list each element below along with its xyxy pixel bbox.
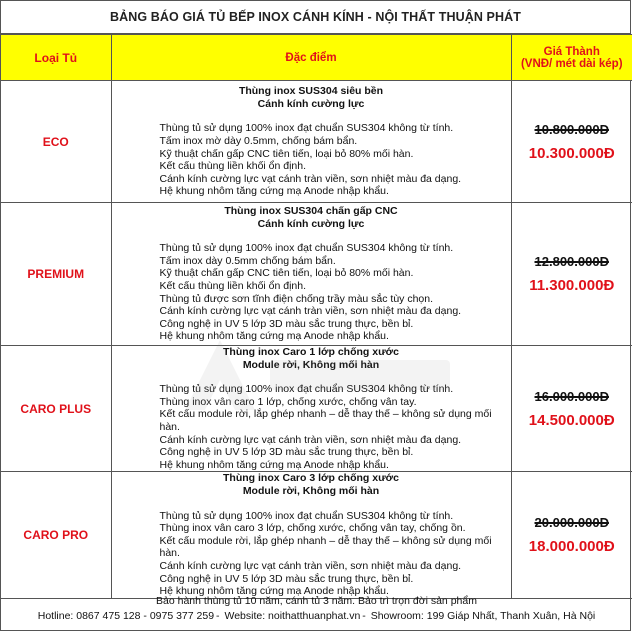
- feature-item: Thùng tủ sử dụng 100% inox đạt chuẩn SUS304 không từ tính.: [159, 122, 454, 135]
- feature-item: Hệ khung nhôm tăng cứng mạ Anode nhập khẩu.: [159, 185, 389, 198]
- feature-cell: [111, 81, 511, 203]
- page-title: BẢNG BÁO GIÁ TỦ BẾP INOX CÁNH KÍNH - NỘI THẤT THUẬN PHÁT: [1, 1, 630, 34]
- old-price: 20.000.000Đ: [534, 515, 609, 531]
- feature-item: Cánh kính cường lực vạt cánh tràn viền, sơn nhiệt màu đa dạng.: [159, 559, 462, 572]
- feature-item: Kết cấu thùng liền khối ổn định.: [159, 280, 307, 292]
- footer: [1, 586, 632, 632]
- old-price: 12.800.000Đ: [534, 254, 609, 269]
- feature-heading-line2: Module rời, Không mối hàn: [242, 484, 380, 497]
- new-price: 14.500.000Đ: [528, 411, 615, 429]
- feature-heading-line1: Thùng inox SUS304 chấn gấp CNC: [224, 205, 398, 218]
- tier-label: CARO PLUS: [1, 346, 111, 472]
- feature-heading-line1: Thùng inox Caro 1 lớp chống xước: [223, 346, 399, 358]
- feature-item: Công nghệ in UV 5 lớp 3D màu sắc trung thực, bền bỉ.: [159, 317, 414, 330]
- warranty-note: Bảo hành thùng tủ 10 năm, cánh tủ 3 năm. Bảo trì trọn đời sản phẩm: [156, 595, 477, 607]
- feature-cell: [111, 472, 511, 598]
- feature-item: Kỹ thuật chấn gấp CNC tiên tiến, loại bỏ 80% mối hàn.: [159, 147, 414, 160]
- feature-item: Kỹ thuật chấn gấp CNC tiên tiến, loại bỏ 80% mối hàn.: [159, 267, 414, 280]
- feature-cell: [111, 203, 511, 346]
- feature-item: Cánh kính cường lực vạt cánh tràn viền, sơn nhiệt màu đa dạng.: [159, 433, 462, 446]
- table-row-caro-pro: [1, 472, 632, 598]
- feature-cell: [111, 346, 511, 472]
- tier-label: CARO PRO: [1, 472, 111, 598]
- feature-heading-line2: Cánh kính cường lực: [257, 97, 365, 110]
- feature-item: Tấm inox dày 0.5mm chống bám bẩn.: [159, 254, 336, 267]
- feature-item: Kết cấu module rời, lắp ghép nhanh – dễ thay thế – không sử dụng mối hàn.: [159, 408, 492, 433]
- table-header: [1, 35, 632, 81]
- header-price-line2: (VNĐ/ mét dài kép): [520, 57, 623, 70]
- feature-heading: [112, 472, 511, 497]
- price-cell: [511, 472, 632, 598]
- price-cell: [511, 81, 632, 203]
- feature-list: [112, 510, 511, 598]
- old-price: 10.800.000Đ: [534, 121, 609, 137]
- hotline[interactable]: Hotline: 0867 475 128 - 0975 377 259: [37, 610, 215, 622]
- contact-line: Hotline: 0867 475 128 - 0975 377 259 - Website: noithatthuanphat.vn - Showroom: 199 Giáp Nhất, Thanh Xuân, Hà Nội: [37, 610, 596, 622]
- feature-heading-line2: Module rời, Không mối hàn: [242, 358, 380, 371]
- new-price: 11.300.000Đ: [529, 277, 615, 294]
- table-row-premium: [1, 203, 632, 346]
- feature-heading: [112, 85, 511, 110]
- feature-list: [112, 122, 511, 198]
- tier-label: ECO: [1, 81, 111, 203]
- feature-heading-line2: Cánh kính cường lực: [257, 217, 365, 230]
- feature-list: [112, 242, 511, 343]
- feature-item: Thùng inox vân caro 3 lớp, chống xước, chống vân tay, chống ồn.: [159, 522, 466, 535]
- price-cell: [511, 346, 632, 472]
- feature-item: Cánh kính cường lực vạt cánh tràn viền, sơn nhiệt màu đa dạng.: [159, 172, 462, 185]
- feature-item: Công nghệ in UV 5 lớp 3D màu sắc trung thực, bền bỉ.: [159, 572, 414, 585]
- feature-item: Thùng tủ sử dụng 100% inox đạt chuẩn SUS304 không từ tính.: [159, 383, 454, 396]
- table-row-caro-plus: [1, 346, 632, 472]
- header-features: Đặc điểm: [111, 35, 511, 81]
- feature-item: Công nghệ in UV 5 lớp 3D màu sắc trung thực, bền bỉ.: [159, 446, 414, 459]
- feature-list: [112, 383, 511, 471]
- header-price-line1: Giá Thành: [543, 45, 600, 58]
- price-table: [1, 34, 632, 599]
- feature-item: Cánh kính cường lực vạt cánh tràn viền, sơn nhiệt màu đa dạng.: [159, 305, 462, 318]
- feature-heading-line1: Thùng inox SUS304 siêu bền: [238, 85, 384, 98]
- feature-item: Thùng inox vân caro 1 lớp, chống xước, chống vân tay.: [159, 395, 417, 408]
- showroom-address: Showroom: 199 Giáp Nhất, Thanh Xuân, Hà Nội: [370, 610, 596, 622]
- new-price: 10.300.000Đ: [528, 144, 615, 162]
- table-row-eco: [1, 81, 632, 203]
- new-price: 18.000.000Đ: [528, 538, 615, 556]
- feature-item: Hệ khung nhôm tăng cứng mạ Anode nhập khẩu.: [159, 330, 389, 343]
- old-price: 16.000.000Đ: [534, 388, 609, 404]
- feature-item: Hệ khung nhôm tăng cứng mạ Anode nhập khẩu.: [159, 585, 389, 598]
- feature-item: Thùng tủ sử dụng 100% inox đạt chuẩn SUS304 không từ tính.: [159, 242, 454, 255]
- feature-heading: [112, 346, 511, 371]
- feature-heading-line1: Thùng inox Caro 3 lớp chống xước: [223, 472, 399, 485]
- feature-item: Kết cấu module rời, lắp ghép nhanh – dễ thay thế – không sử dụng mối hàn.: [159, 534, 492, 560]
- price-cell: [511, 203, 632, 346]
- feature-heading: [112, 205, 511, 230]
- feature-item: Tấm inox mờ dày 0.5mm, chống bám bẩn.: [159, 134, 358, 147]
- tier-label: PREMIUM: [1, 203, 111, 346]
- feature-item: Hệ khung nhôm tăng cứng mạ Anode nhập khẩu.: [159, 458, 389, 471]
- header-price: [511, 35, 632, 81]
- feature-item: Kết cấu thùng liền khối ổn định.: [159, 160, 307, 173]
- website-link[interactable]: Website: noithatthuanphat.vn: [224, 610, 361, 622]
- feature-item: Thùng tủ được sơn tĩnh điện chống trầy màu sắc tùy chọn.: [159, 292, 434, 305]
- header-type: Loại Tủ: [1, 35, 111, 81]
- feature-item: Thùng tủ sử dụng 100% inox đạt chuẩn SUS304 không từ tính.: [159, 509, 454, 522]
